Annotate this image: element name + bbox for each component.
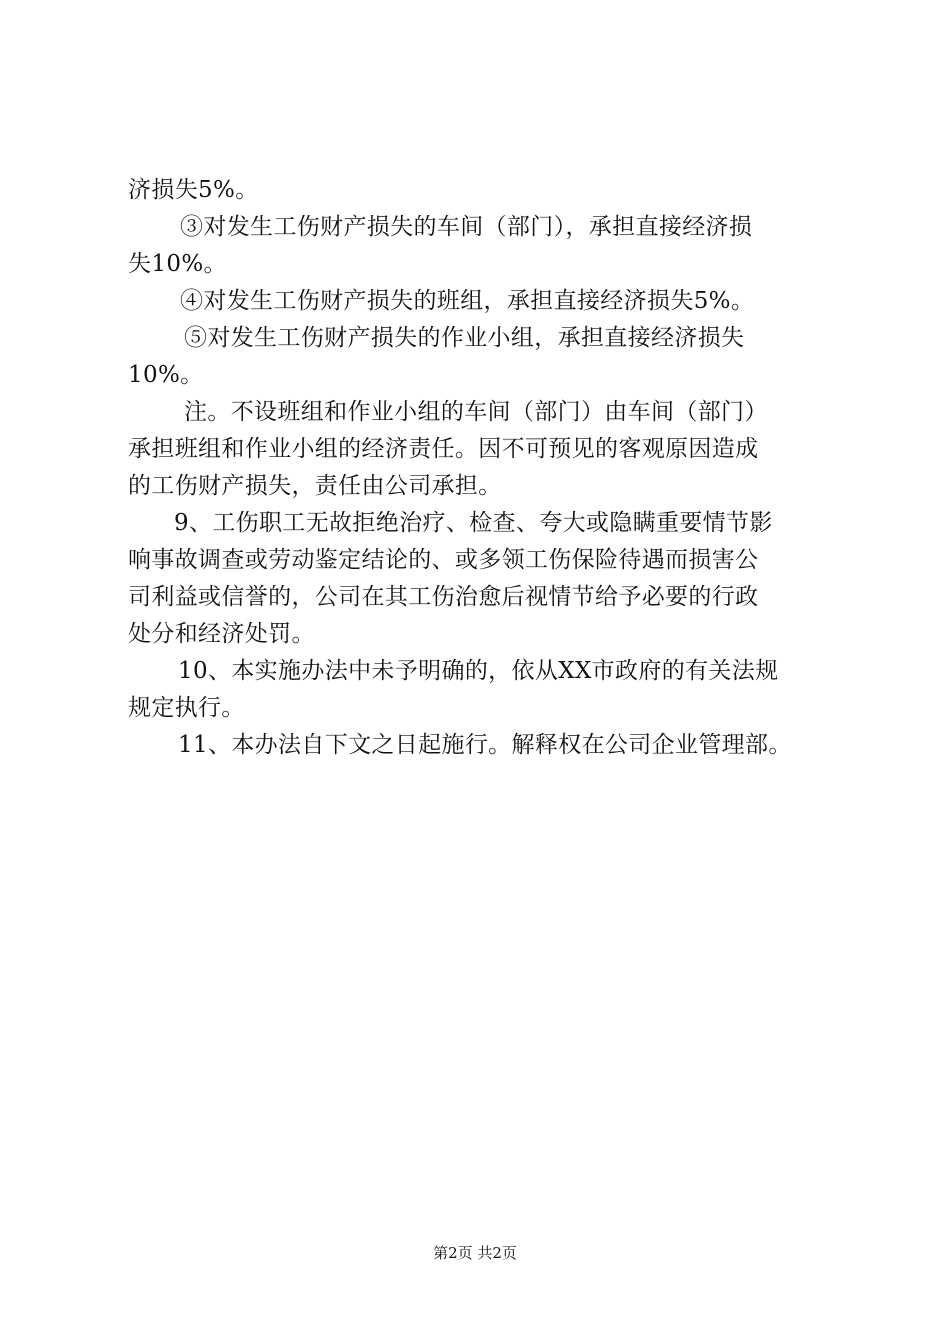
text-line: 注。不设班组和作业小组的车间（部门）由车间（部门）	[184, 399, 768, 425]
text-line: ④对发生工伤财产损失的班组，承担直接经济损失5%。	[180, 288, 755, 314]
text-line: 10、本实施办法中未予明确的，依从XX市政府的有关法规	[178, 658, 779, 684]
text-line: ⑤对发生工伤财产损失的作业小组，承担直接经济损失	[184, 325, 745, 351]
text-line: 规定执行。	[128, 695, 245, 721]
text-line: 10%。	[128, 362, 204, 388]
text-line: 司利益或信誉的，公司在其工伤治愈后视情节给予必要的行政	[128, 584, 759, 610]
text-line: 9、工伤职工无故拒绝治疗、检查、夸大或隐瞒重要情节影	[174, 510, 773, 536]
page-footer: 第2页 共2页	[433, 1244, 517, 1262]
text-line: 的工伤财产损失，责任由公司承担。	[128, 473, 502, 499]
text-line: 处分和经济处罚。	[128, 621, 315, 647]
text-line: 失10%。	[128, 251, 227, 277]
text-line: 承担班组和作业小组的经济责任。因不可预见的客观原因造成	[128, 436, 759, 462]
text-line: 响事故调查或劳动鉴定结论的、或多领工伤保险待遇而损害公	[128, 547, 759, 573]
document-body	[128, 172, 840, 764]
text-line: 11、本办法自下文之日起施行。解释权在公司企业管理部。	[178, 732, 792, 758]
text-line: 济损失5%。	[128, 177, 259, 203]
text-line: ③对发生工伤财产损失的车间（部门），承担直接经济损	[180, 214, 753, 240]
